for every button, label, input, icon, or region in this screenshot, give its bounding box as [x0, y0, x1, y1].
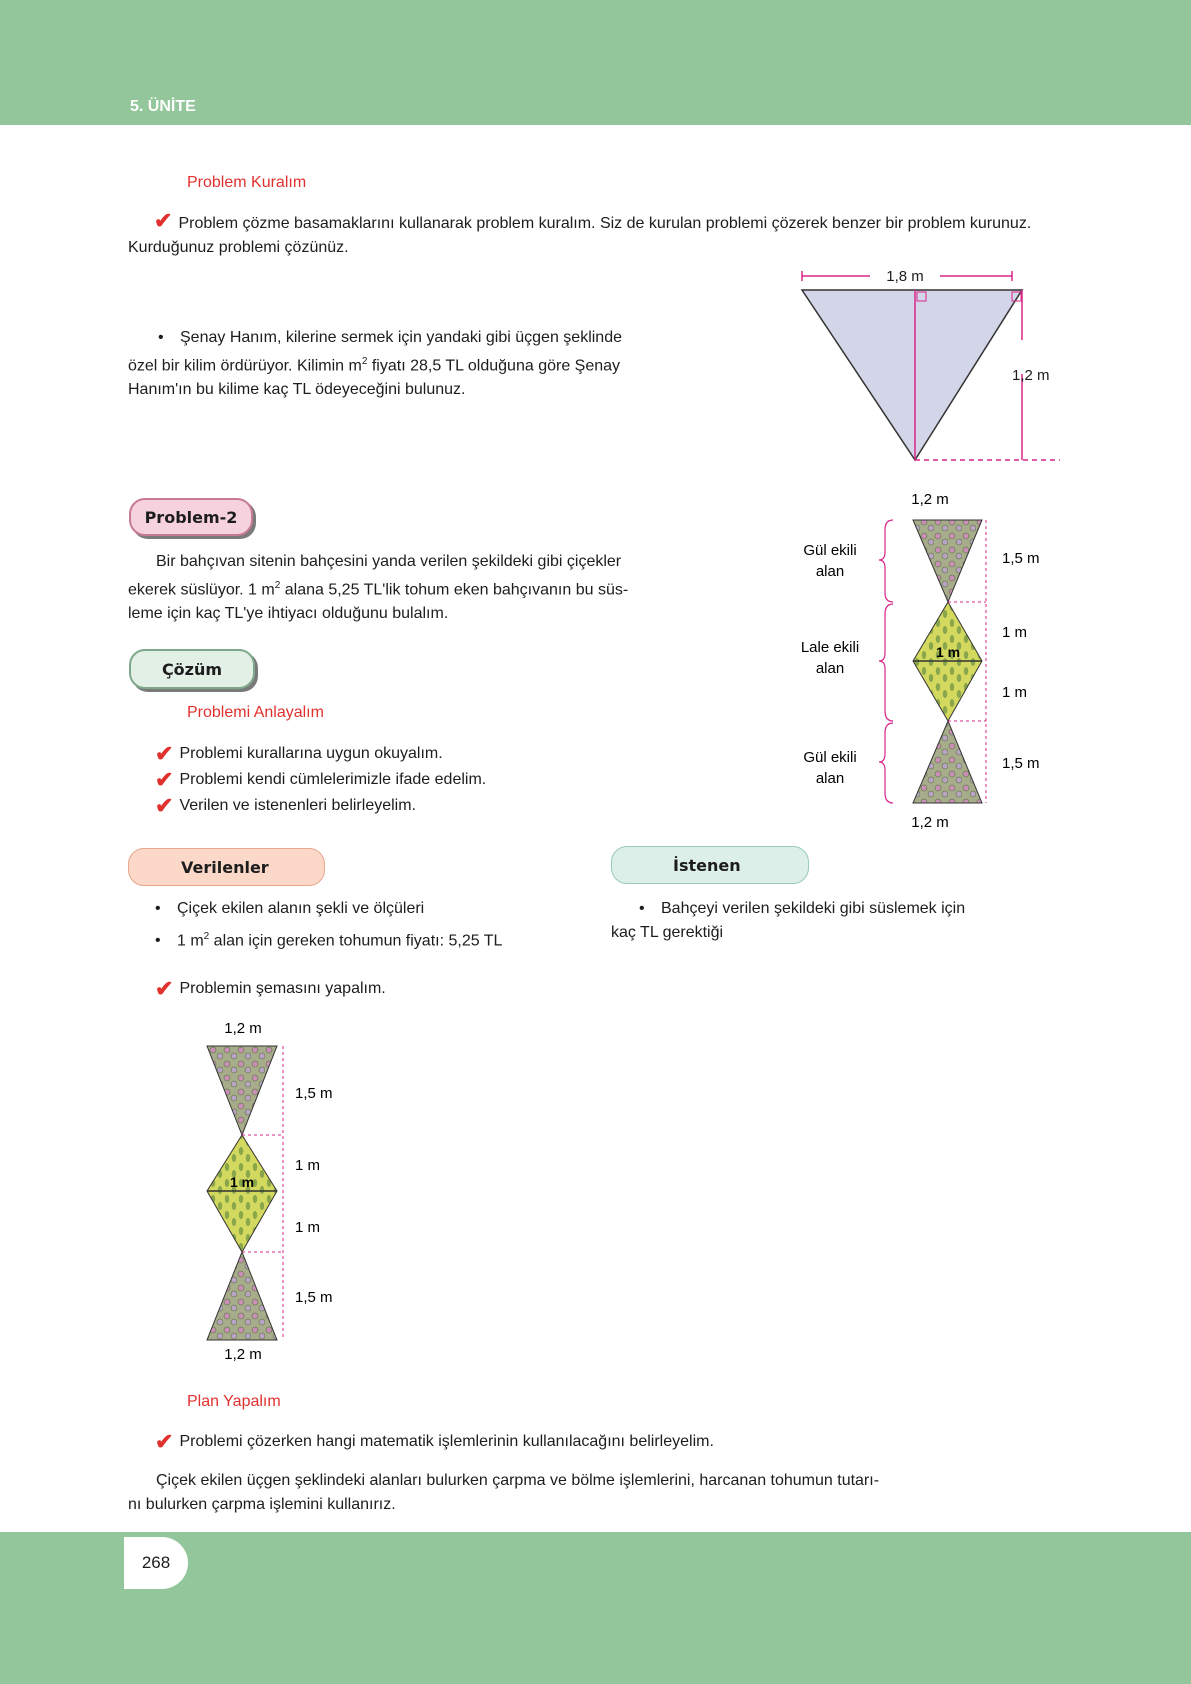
- bullet-icon: •: [155, 932, 161, 950]
- check-icon: ✔: [155, 976, 174, 1001]
- schema-figure: [195, 1018, 375, 1368]
- schema-top-width: 1,2 m: [224, 1020, 262, 1037]
- kilim-line2b: fiyatı 28,5 TL olduğuna göre Şenay: [367, 357, 621, 375]
- label-gul2-b: alan: [815, 770, 845, 787]
- verilen-text-a: 1 m: [177, 932, 204, 950]
- brace-gul-1: [879, 520, 893, 602]
- section-title-problemi-anlayalim: Problemi Anlayalım: [187, 704, 324, 721]
- problem2-line2a: ekerek süslüyor. 1 m: [128, 581, 275, 599]
- kilim-problem: [128, 326, 771, 402]
- problem-2-text: [128, 550, 771, 626]
- check-icon: ✔: [154, 208, 173, 233]
- verilen-item: [155, 897, 595, 921]
- garden-dim4: 1,5 m: [1002, 755, 1040, 772]
- plan-line2: nı bulurken çarpma işlemini kullanırız.: [128, 1496, 396, 1513]
- istenen-line2: kaç TL gerektiği: [611, 924, 724, 941]
- garden-center-label: 1 m: [935, 644, 961, 660]
- kilim-line1: Şenay Hanım, kilerine sermek için yandaki gibi üçgen şeklinde: [180, 329, 622, 346]
- step-text: Problemi kendi cümlelerimizle ifade edelim.: [179, 771, 487, 788]
- plan-line1: Çiçek ekilen üçgen şeklindeki alanları bulurken çarpma ve bölme işlemlerini, harcanan tohumun tutarı-: [156, 1472, 880, 1489]
- problem-2-badge: Problem-2: [129, 498, 253, 536]
- plan-step-text: Problemi çözerken hangi matematik işlemlerinin kullanılacağını belirleyelim.: [179, 1433, 714, 1450]
- check-icon: ✔: [155, 741, 174, 766]
- height-label: 1,2 m: [1012, 367, 1050, 384]
- width-label: 1,8 m: [886, 268, 924, 285]
- garden-bottom-width: 1,2 m: [911, 814, 949, 831]
- instruction-text: Problem çözme basamaklarını kullanarak problem kuralım. Siz de kurulan problemi çözerek benzer bir problem kurunuz. Kurduğunuz problemi çözünüz.: [128, 215, 1032, 256]
- unit-label: 5. ÜNİTE: [130, 98, 196, 115]
- schema-dim4: 1,5 m: [295, 1289, 333, 1306]
- step-text: Verilen ve istenenleri belirleyelim.: [179, 797, 416, 814]
- verilen-text-b: alan için gereken tohumun fiyatı: 5,25 TL: [209, 932, 503, 950]
- bullet-icon: •: [158, 329, 164, 346]
- brace-gul-2: [879, 723, 893, 803]
- label-lale-b: alan: [815, 660, 845, 677]
- garden-dim2: 1 m: [1002, 624, 1028, 641]
- garden-dim1: 1,5 m: [1002, 550, 1040, 567]
- verilenler-badge: Verilenler: [128, 848, 325, 886]
- istenen-badge: İstenen: [611, 846, 809, 884]
- garden-top-width: 1,2 m: [911, 491, 949, 508]
- schema-rose-bottom: [207, 1252, 277, 1340]
- label-gul1-b: alan: [815, 563, 845, 580]
- section-title-problem-kuralim: Problem Kuralım: [187, 174, 307, 191]
- problem2-line2b: alana 5,25 TL'lik tohum eken bahçıvanın bu süs-: [280, 581, 629, 599]
- verilen-item: [155, 925, 595, 953]
- schema-step: [155, 977, 386, 1001]
- schema-dim1: 1,5 m: [295, 1085, 333, 1102]
- verilen-text: Çiçek ekilen alanın şekli ve ölçüleri: [177, 900, 425, 917]
- bullet-icon: •: [155, 900, 161, 917]
- schema-step-text: Problemin şemasını yapalım.: [179, 980, 386, 997]
- rose-triangle-bottom: [913, 721, 982, 803]
- check-icon: ✔: [155, 793, 174, 818]
- section-title-plan-yapalim: Plan Yapalım: [187, 1393, 281, 1410]
- instruction-paragraph: [128, 208, 1068, 260]
- schema-rose-top: [207, 1046, 277, 1135]
- step-text: Problemi kurallarına uygun okuyalım.: [179, 745, 443, 762]
- schema-tulip-rhombus: [207, 1135, 277, 1252]
- schema-bottom-width: 1,2 m: [224, 1346, 262, 1363]
- kilim-triangle: [802, 290, 1022, 460]
- understand-steps: [155, 742, 486, 818]
- kilim-sup: 2: [361, 356, 368, 367]
- bullet-icon: •: [639, 900, 645, 917]
- check-icon: ✔: [155, 1429, 174, 1454]
- istenen-line1: Bahçeyi verilen şekildeki gibi süslemek için: [661, 900, 966, 917]
- verilenler-list: [155, 897, 595, 953]
- rose-triangle-top: [913, 520, 982, 602]
- cozum-badge: Çözüm: [129, 649, 255, 689]
- step-item: [155, 742, 486, 766]
- label-gul2-a: Gül ekili: [803, 749, 857, 766]
- plan-step: [155, 1430, 714, 1454]
- garden-dim3: 1 m: [1002, 684, 1028, 701]
- plan-paragraph: [128, 1469, 1068, 1517]
- kilim-line3: Hanım'ın bu kilime kaç TL ödeyeceğini bulunuz.: [128, 381, 466, 399]
- check-icon: ✔: [155, 767, 174, 792]
- schema-dim2: 1 m: [295, 1157, 321, 1174]
- problem2-sup: 2: [274, 580, 281, 591]
- schema-center-label: 1 m: [229, 1174, 255, 1190]
- step-item: [155, 768, 486, 792]
- problem2-line3: leme için kaç TL'ye ihtiyacı olduğunu bulalım.: [128, 605, 449, 623]
- kilim-line2a: özel bir kilim ördürüyor. Kilimin m: [128, 357, 362, 375]
- label-lale-a: Lale ekili: [800, 639, 860, 656]
- schema-dim3: 1 m: [295, 1219, 321, 1236]
- garden-figure: [780, 490, 1060, 836]
- istenen-text: [611, 897, 1071, 945]
- brace-lale: [879, 604, 893, 721]
- page-number: 268: [124, 1537, 188, 1589]
- problem2-line1: Bir bahçıvan sitenin bahçesini yanda verilen şekildeki gibi çiçekler: [156, 553, 622, 570]
- step-item: [155, 794, 486, 818]
- label-gul1-a: Gül ekili: [803, 542, 857, 559]
- verilen-sup: 2: [203, 931, 210, 942]
- kilim-triangle-figure: [790, 262, 1070, 472]
